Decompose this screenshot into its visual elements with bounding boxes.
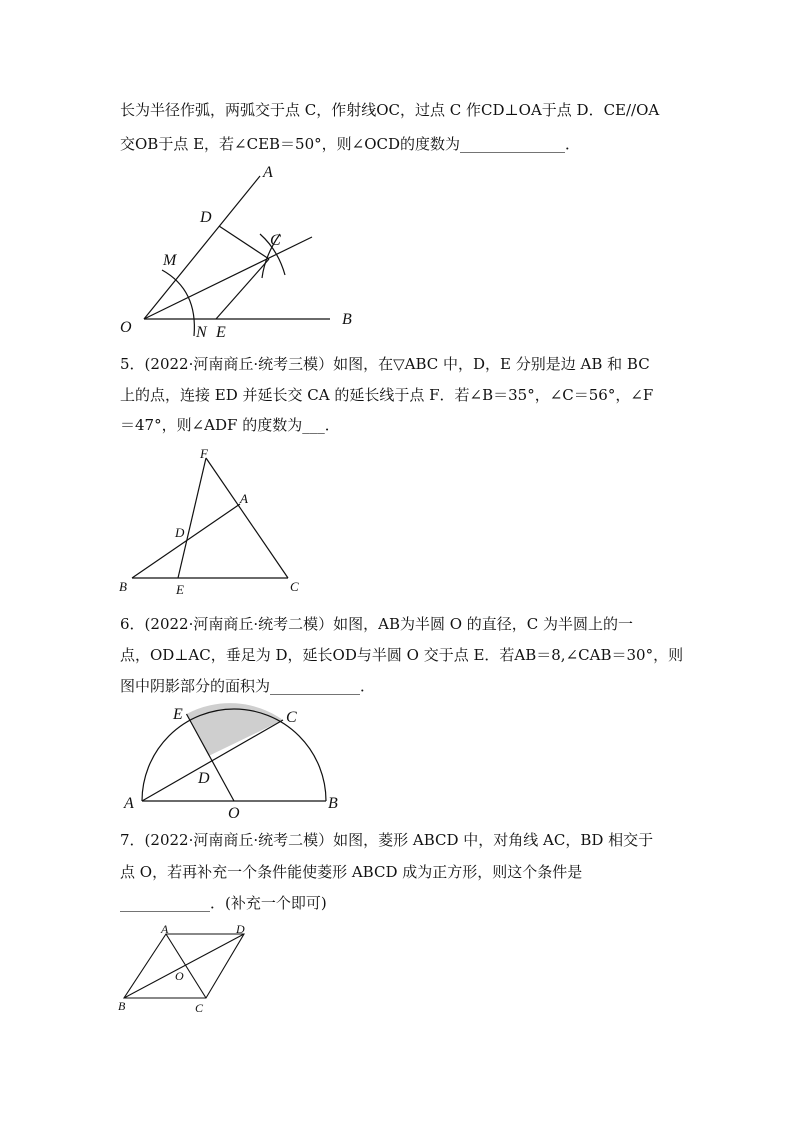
ray-oa <box>144 176 260 319</box>
q5-label-b: B <box>119 579 127 594</box>
q5-label-a: A <box>240 491 248 506</box>
q4-text-line-2: 交OB于点 E，若∠CEB＝50°，则∠OCD的度数为______________． <box>120 135 581 153</box>
q4-figure <box>110 160 370 340</box>
q6-text-line-2: 点，OD⊥AC，垂足为 D，延长OD与半圆 O 交于点 E．若AB＝8,∠CAB＝30°，则 <box>120 646 684 664</box>
segment-ce <box>216 259 269 319</box>
q5-label-f: F <box>200 446 208 461</box>
q5-text-line-1: 5．(2022·河南商丘·统考三模）如图，在▽ABC 中，D，E 分别是边 AB 和 BC <box>120 355 650 373</box>
q6-figure <box>118 700 358 820</box>
q7-text-line-1: 7．(2022·河南商丘·统考二模）如图，菱形 ABCD 中，对角线 AC，BD 相交于 <box>120 831 654 849</box>
q7-text-line-3: ____________．(补充一个即可) <box>120 894 327 912</box>
arc-mn <box>162 270 194 336</box>
q5-text-line-2: 上的点，连接 ED 并延长交 CA 的延长线于点 F．若∠B＝35°，∠C＝56°，∠F <box>120 386 654 404</box>
q6-label-d: D <box>198 770 210 787</box>
q4-label-n: N <box>196 324 207 340</box>
q7-figure <box>112 918 272 1018</box>
q4-label-a: A <box>263 164 273 181</box>
segment-cd <box>219 226 269 259</box>
q7-label-a: A <box>161 922 169 936</box>
q5-label-c: C <box>290 579 299 594</box>
ray-oc <box>144 237 312 319</box>
q4-text-line-1: 长为半径作弧，两弧交于点 C，作射线OC，过点 C 作CD⊥OA于点 D．CE//OA <box>120 101 660 119</box>
segment-fc <box>206 458 288 578</box>
q6-label-a: A <box>124 795 134 812</box>
q7-label-o: O <box>175 969 184 983</box>
q6-label-o: O <box>228 805 240 820</box>
q4-label-o: O <box>120 319 132 336</box>
q6-label-e: E <box>173 706 183 723</box>
q5-text-line-3: ＝47°，则∠ADF 的度数为___． <box>120 416 340 434</box>
segment-ba <box>132 504 240 578</box>
q6-label-b: B <box>328 795 338 812</box>
q5-figure <box>110 440 310 600</box>
q4-label-m: M <box>163 252 177 269</box>
q6-label-c: C <box>286 709 297 726</box>
diagonal-bd <box>124 934 244 998</box>
q7-label-c: C <box>195 1001 204 1015</box>
q5-label-d: D <box>175 525 185 540</box>
q6-text-line-1: 6．(2022·河南商丘·统考二模）如图，AB为半圆 O 的直径，C 为半圆上的一 <box>120 615 634 633</box>
q4-label-b: B <box>342 311 352 328</box>
q7-label-b: B <box>118 999 126 1013</box>
q7-text-line-2: 点 O，若再补充一个条件能使菱形 ABCD 成为正方形，则这个条件是 <box>120 863 583 881</box>
diagonal-ac <box>166 934 206 998</box>
q5-label-e: E <box>176 582 184 597</box>
q4-label-c: C <box>270 232 281 249</box>
q4-label-d: D <box>200 209 212 226</box>
q4-label-e: E <box>216 324 226 340</box>
q7-label-d: D <box>236 922 245 936</box>
q6-text-line-3: 图中阴影部分的面积为____________． <box>120 677 376 695</box>
segment-fe <box>178 458 206 578</box>
